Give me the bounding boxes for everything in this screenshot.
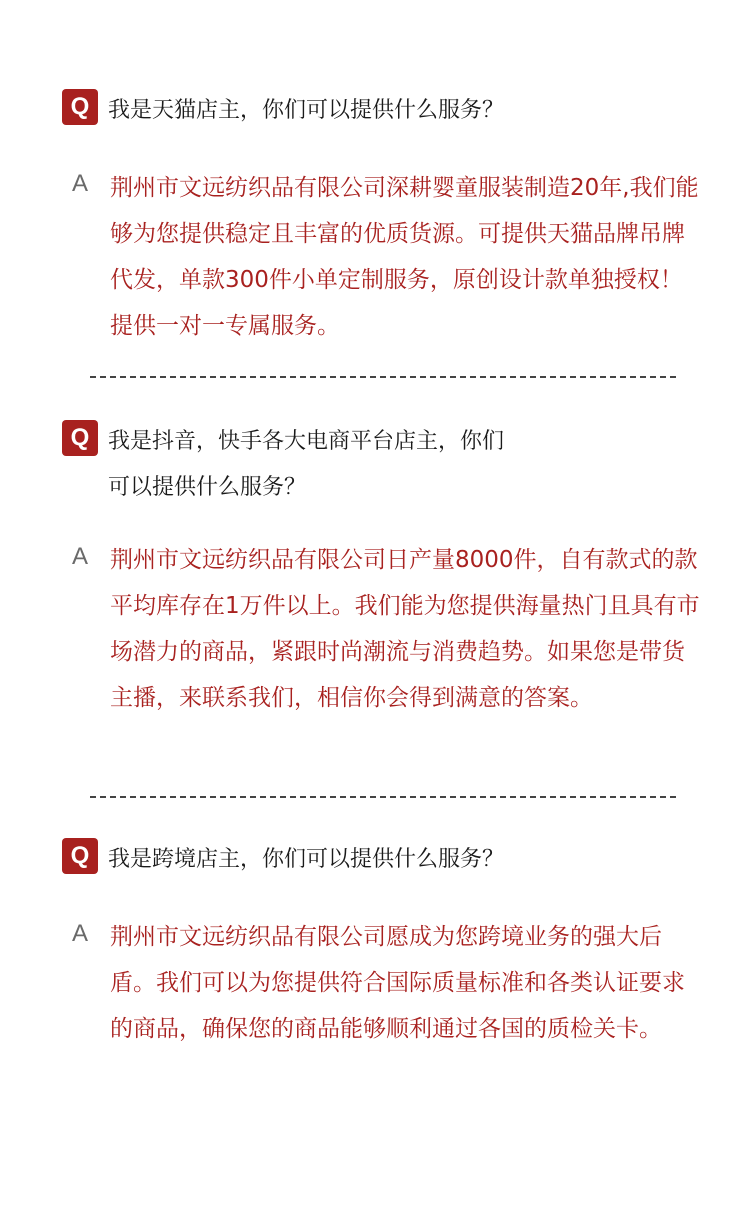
question-text: 我是跨境店主，你们可以提供什么服务？	[108, 847, 505, 872]
answer-mark: A	[71, 920, 88, 947]
question-badge: Q	[62, 420, 98, 456]
question-text: 我是抖音，快手各大电商平台店主，你们可以提供什么服务？	[108, 429, 505, 500]
question-text: 我是天猫店主，你们可以提供什么服务？	[108, 98, 505, 123]
answer-mark: A	[71, 543, 88, 570]
answer-mark: A	[71, 170, 88, 197]
question-badge: Q	[62, 89, 98, 125]
dashed-divider	[90, 796, 676, 798]
answer-text: 荆州市文远纺织品有限公司愿成为您跨境业务的强大后盾。我们可以为您提供符合国际质量标准和各类认证要求的商品，确保您的商品能够顺利通过各国的质检关卡。	[110, 924, 685, 1042]
dashed-divider	[90, 376, 676, 378]
question-badge: Q	[62, 838, 98, 874]
answer-text: 荆州市文远纺织品有限公司深耕婴童服装制造20年,我们能够为您提供稳定且丰富的优质货源。可提供天猫品牌吊牌代发，单款300件小单定制服务，原创设计款单独授权！提供一对一专属服务。	[110, 175, 699, 339]
answer-text: 荆州市文远纺织品有限公司日产量8000件，自有款式的款平均库存在1万件以上。我们能为您提供海量热门且具有市场潜力的商品，紧跟时尚潮流与消费趋势。如果您是带货主播，来联系我们，相信你会得到满意的答案。	[110, 547, 700, 711]
